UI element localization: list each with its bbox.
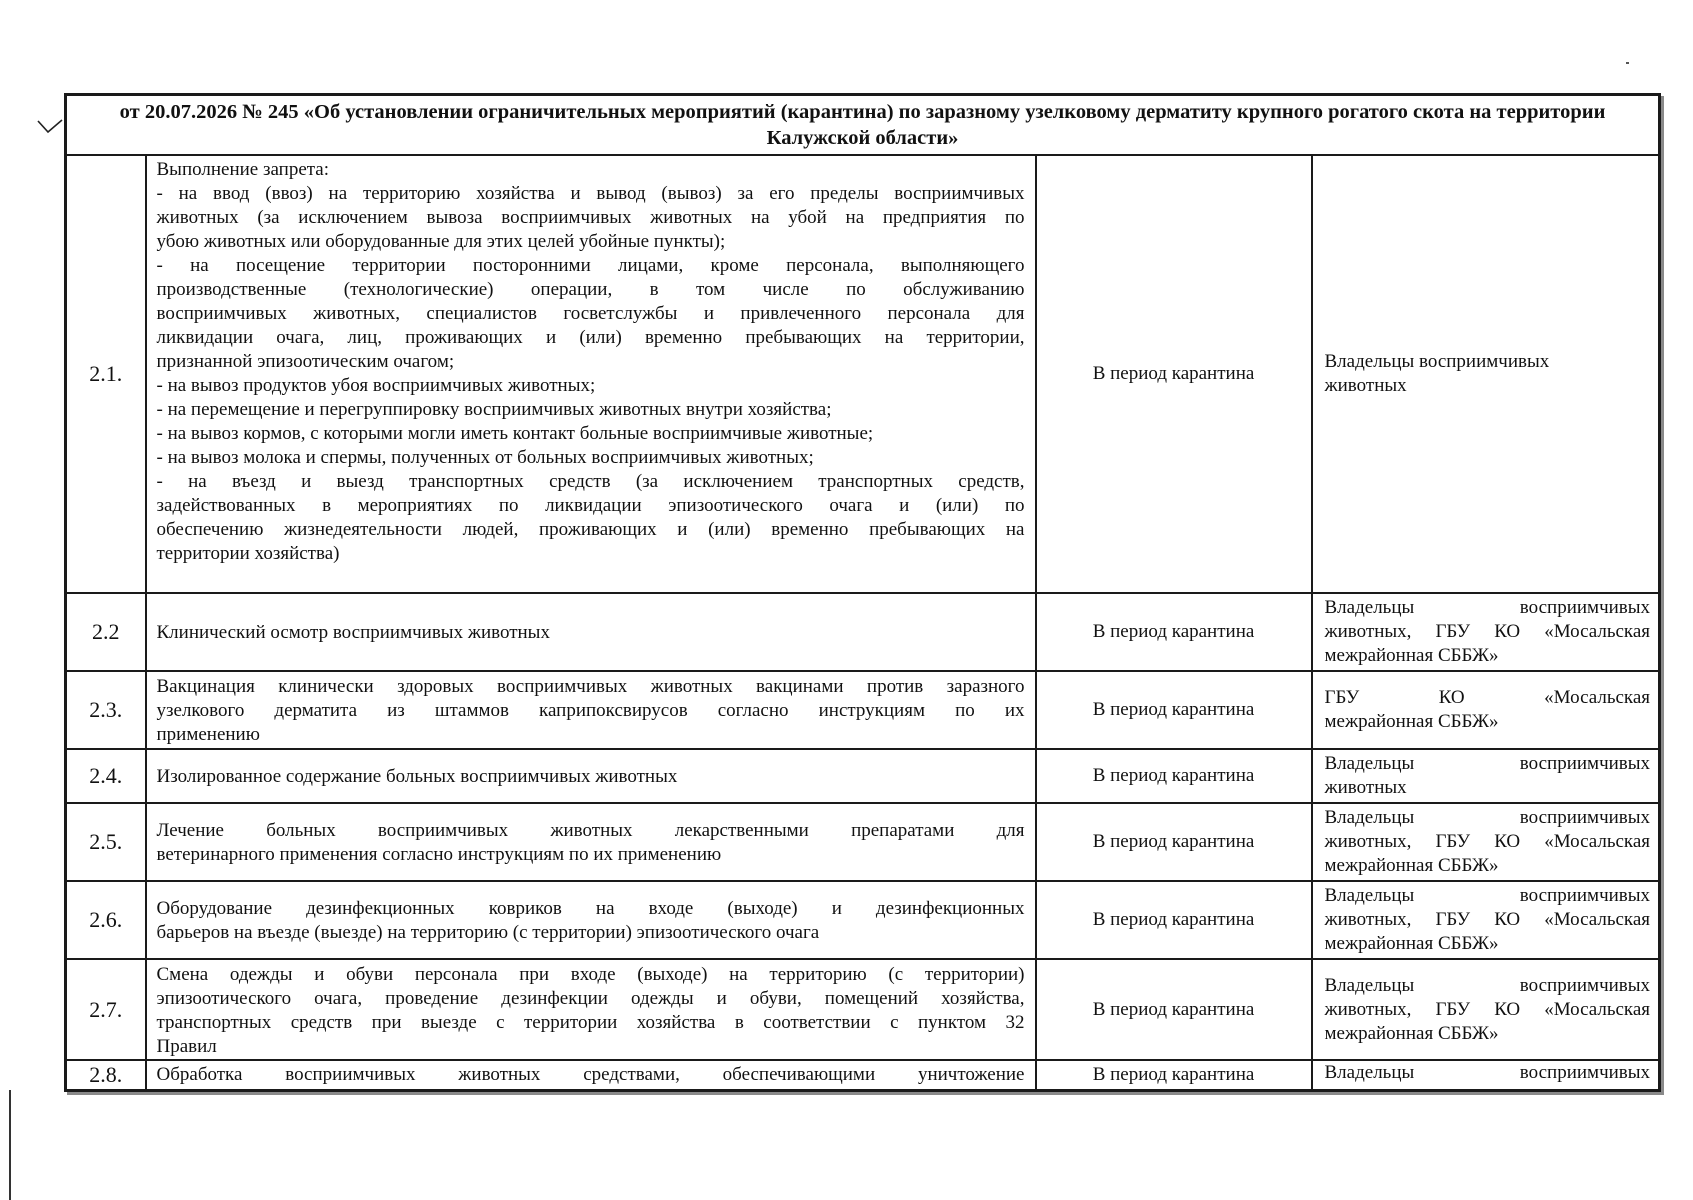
responsible-line: Владельцы восприимчивых: [1324, 351, 1550, 372]
responsible-line: животных: [1324, 777, 1407, 798]
table-header-row: [66, 95, 1660, 156]
period-cell: В период карантина: [1036, 959, 1312, 1060]
responsible-line: Владельцы восприимчивых: [1324, 807, 1651, 828]
responsible-line: Владельцы восприимчивых: [1324, 597, 1651, 618]
measure-line: Лечение больных восприимчивых животных лекарственными препаратами для: [156, 820, 1025, 841]
measure-line: животных (за исключением вывоза восприимчивых животных на убой на предприятия по: [156, 207, 1025, 228]
measure-line: Обработка восприимчивых животных средствами, обеспечивающими уничтожение: [156, 1064, 1025, 1085]
measure-line: Вакцинация клинически здоровых восприимчивых животных вакцинами против заразного: [156, 676, 1025, 697]
responsible-line: животных, ГБУ КО «Мосальская: [1324, 909, 1651, 930]
period-cell: В период карантина: [1036, 671, 1312, 749]
responsible-line: животных, ГБУ КО «Мосальская: [1324, 621, 1651, 642]
period-cell: В период карантина: [1036, 593, 1312, 671]
period-cell: В период карантина: [1036, 1060, 1312, 1090]
measure-line: - на ввод (ввоз) на территорию хозяйства и вывод (вывоз) за его пределы восприимчивых: [156, 183, 1025, 204]
measure-line: - на вывоз кормов, с которыми могли иметь контакт больные восприимчивые животные;: [156, 423, 874, 444]
measure-line: Правил: [156, 1035, 217, 1057]
period-cell: В период карантина: [1036, 803, 1312, 881]
row-number: 2.3.: [66, 671, 146, 749]
measure-line: задействованных в мероприятиях по ликвидации эпизоотического очага и (или) по: [156, 495, 1025, 516]
measure-line: применению: [156, 724, 260, 745]
responsible-line: межрайонная СББЖ»: [1324, 855, 1499, 876]
measure-line: ветеринарного применения согласно инструкциям по их применению: [156, 844, 722, 865]
measure-text: [146, 749, 1036, 803]
table-body: [66, 155, 1660, 1090]
measure-line: восприимчивых животных, специалистов госветслужбы и привлеченного персонала для: [156, 303, 1025, 324]
responsible-line: межрайонная СББЖ»: [1324, 711, 1499, 732]
period-cell: В период карантина: [1036, 881, 1312, 959]
measure-line: Смена одежды и обуви персонала при входе (выходе) на территорию (с территории): [156, 963, 1025, 985]
responsible-cell: [1312, 155, 1660, 593]
measure-line: Клинический осмотр восприимчивых животных: [156, 622, 550, 643]
measure-line: - на вывоз продуктов убоя восприимчивых животных;: [156, 375, 596, 396]
responsible-line: животных, ГБУ КО «Мосальская: [1324, 831, 1651, 852]
measure-line: признанной эпизоотическим очагом;: [156, 351, 455, 372]
measure-line: производственные (технологические) операции, в том числе по обслуживанию: [156, 279, 1025, 300]
table-row: [66, 749, 1660, 803]
row-number: 2.7.: [66, 959, 146, 1060]
quarantine-measures-table: [64, 93, 1661, 1092]
responsible-cell: [1312, 593, 1660, 671]
measure-line: обеспечению жизнедеятельности людей, проживающих и (или) временно пребывающих на: [156, 519, 1025, 540]
measure-line: - на въезд и выезд транспортных средств (за исключением транспортных средств,: [156, 471, 1025, 492]
table-row: [66, 155, 1660, 593]
responsible-line: Владельцы восприимчивых: [1324, 885, 1651, 906]
table-row: [66, 593, 1660, 671]
responsible-line: Владельцы восприимчивых: [1324, 753, 1651, 774]
responsible-cell: [1312, 881, 1660, 959]
table-row: [66, 1060, 1660, 1090]
responsible-cell: [1312, 1060, 1660, 1090]
scan-edge-line: [9, 1090, 11, 1200]
table-row: [66, 959, 1660, 1060]
measure-line: эпизоотического очага, проведение дезинфекции одежды и обуви, помещений хозяйства,: [156, 987, 1025, 1009]
responsible-cell: [1312, 671, 1660, 749]
responsible-line: животных: [1324, 375, 1407, 396]
measure-line: Оборудование дезинфекционных ковриков на входе (выходе) и дезинфекционных: [156, 898, 1025, 919]
responsible-line: ГБУ КО «Мосальская: [1324, 687, 1651, 708]
measure-line: барьеров на въезде (выезде) на территорию (с территории) эпизоотического очага: [156, 922, 820, 943]
table-row: [66, 881, 1660, 959]
row-number: 2.5.: [66, 803, 146, 881]
measure-line: территории хозяйства): [156, 543, 340, 564]
table-row: [66, 671, 1660, 749]
period-cell: В период карантина: [1036, 749, 1312, 803]
responsible-cell: [1312, 803, 1660, 881]
responsible-line: Владельцы восприимчивых: [1324, 1062, 1651, 1083]
measure-text: [146, 881, 1036, 959]
measure-text: [146, 803, 1036, 881]
measure-line: - на вывоз молока и спермы, полученных от больных восприимчивых животных;: [156, 447, 814, 468]
measure-line: убою животных или оборудованные для этих целей убойные пункты);: [156, 231, 726, 252]
measure-line: Изолированное содержание больных восприимчивых животных: [156, 766, 678, 787]
measure-line: - на перемещение и перегруппировку восприимчивых животных внутри хозяйства;: [156, 399, 832, 420]
measure-line: Выполнение запрета:: [156, 159, 329, 180]
measure-text: [146, 155, 1036, 593]
row-number: 2.2: [66, 593, 146, 671]
responsible-line: Владельцы восприимчивых: [1324, 974, 1651, 996]
row-number: 2.6.: [66, 881, 146, 959]
measure-line: транспортных средств при выезде с территории хозяйства в соответствии с пунктом 32: [156, 1011, 1025, 1033]
responsible-cell: [1312, 959, 1660, 1060]
table-row: [66, 803, 1660, 881]
row-number: 2.1.: [66, 155, 146, 593]
row-number: 2.4.: [66, 749, 146, 803]
responsible-line: межрайонная СББЖ»: [1324, 1022, 1499, 1044]
responsible-line: животных, ГБУ КО «Мосальская: [1324, 998, 1651, 1020]
measure-text: [146, 593, 1036, 671]
period-cell: В период карантина: [1036, 155, 1312, 593]
measure-text: [146, 959, 1036, 1060]
scan-speck: [1626, 62, 1629, 64]
responsible-cell: [1312, 749, 1660, 803]
document-title: от 20.07.2026 № 245 «Об установлении ограничительных мероприятий (карантина) по заразному узелковому дерматиту крупного рогатого скота на территории Калужской области»: [66, 95, 1660, 156]
measure-line: узелкового дерматита из штаммов каприпоксвирусов согласно инструкциям по их: [156, 700, 1025, 721]
measure-line: ликвидации очага, лиц, проживающих и (или) временно пребывающих на территории,: [156, 327, 1025, 348]
responsible-line: межрайонная СББЖ»: [1324, 645, 1499, 666]
pen-check-mark: [36, 112, 64, 138]
measure-text: [146, 671, 1036, 749]
measure-text: [146, 1060, 1036, 1090]
measure-line: - на посещение территории посторонними лицами, кроме персонала, выполняющего: [156, 255, 1025, 276]
row-number: 2.8.: [66, 1060, 146, 1090]
responsible-line: межрайонная СББЖ»: [1324, 933, 1499, 954]
